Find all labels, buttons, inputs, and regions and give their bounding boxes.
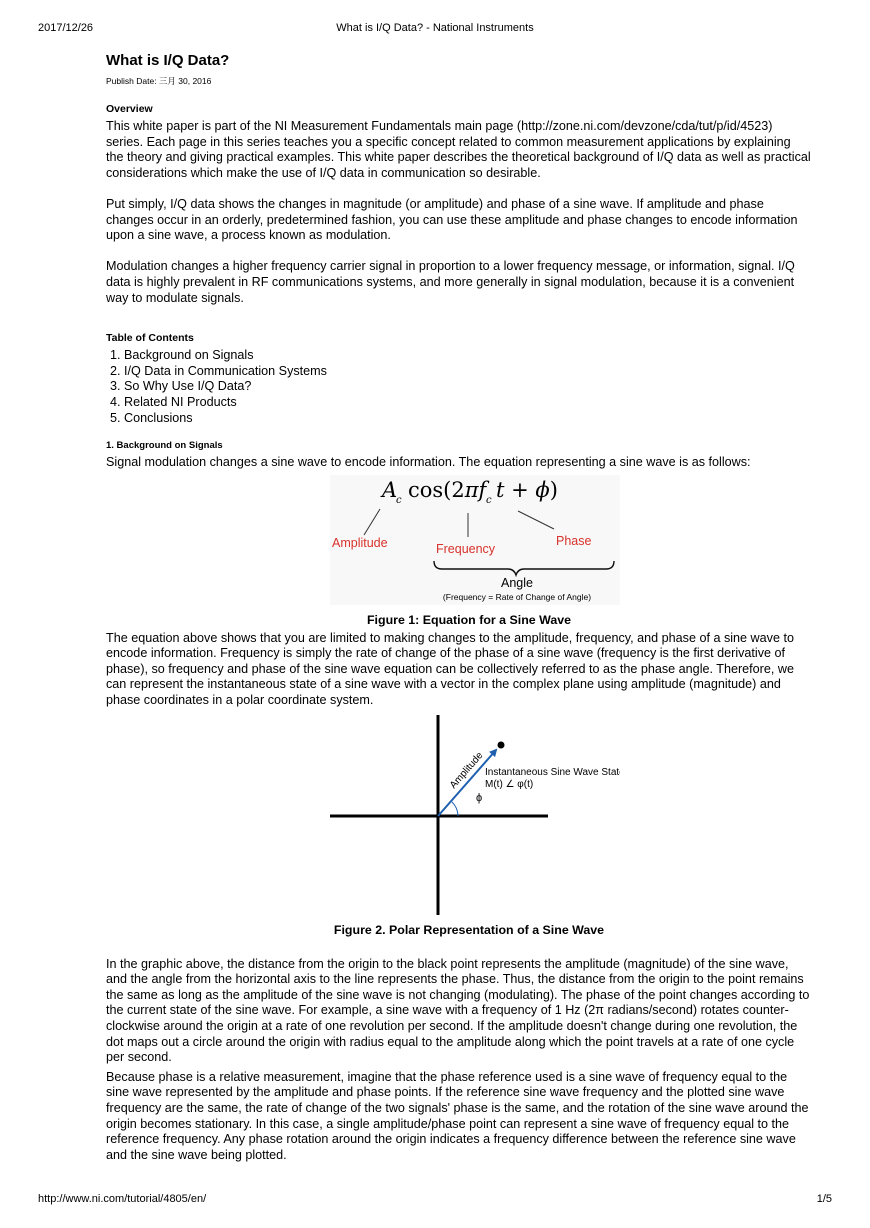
paragraph-4: [106, 631, 832, 709]
publish-date: Publish Date: 三月 30, 2016: [106, 76, 212, 86]
equation-amplitude-symbol: A: [382, 477, 398, 502]
text-line: considerations which make the use of I/Q data in communication so desirable.: [106, 165, 541, 180]
text-line: This white paper is part of the NI Measurement Fundamentals main page (http://zone.ni.com/devzone/cda/tut/p/id/4523): [106, 119, 773, 133]
text-line: series. Each page in this series teaches you a specific concept related to common measurement applications by explaining: [106, 134, 791, 149]
text-line: per second.: [106, 1050, 172, 1065]
text-line: reference frequency. Any phase rotation around the origin indicates a frequency difference between the reference sine wave: [106, 1132, 796, 1147]
toc-item-conclusions[interactable]: 5. Conclusions: [110, 410, 193, 425]
toc-heading: Table of Contents: [106, 332, 194, 345]
state-formula: M(t) ∠ φ(t): [485, 778, 534, 790]
text-line: clockwise around the origin at a rate of one revolution per second. If the amplitude doesn't change during one revolution, the: [106, 1019, 798, 1034]
overview-paragraph: [106, 119, 832, 181]
text-line: Because phase is a relative measurement, imagine that the phase reference used is a sine wave of frequency equal to the: [106, 1069, 788, 1084]
state-point: [498, 741, 505, 748]
text-line: data is highly prevalent in RF communications systems, and more generally in signal modulation, because it is a convenient: [106, 274, 795, 289]
print-date: 2017/12/26: [38, 22, 94, 34]
amplitude-vector-label: Amplitude: [447, 749, 486, 791]
text-line: and the sine wave being plotted.: [106, 1147, 287, 1162]
text-line: dot maps out a circle around the origin with radius equal to the amplitude along which the point travels at a rate of one cycle: [106, 1034, 795, 1049]
text-line: origin becomes stationary. In this case, a single amplitude/phase point can represent a sine wave of frequency equal to the: [106, 1116, 790, 1131]
phi-label: ϕ: [476, 791, 483, 804]
text-line: phase coordinates in a polar coordinate system.: [106, 693, 374, 708]
angle-brace: [434, 561, 614, 575]
equation-tail: t + ϕ): [496, 477, 558, 502]
state-label: Instantaneous Sine Wave State: [485, 766, 620, 778]
print-page-title: What is I/Q Data? - National Instruments: [336, 22, 534, 34]
text-line: The equation above shows that you are limited to making changes to the amplitude, frequency, and phase of a sine wave to: [106, 630, 794, 645]
text-line: the current state of the sine wave. For example, a sine wave with a frequency of 1 Hz (2π radians/second) rotates counter-: [106, 1003, 789, 1018]
paragraph-5: [106, 957, 832, 1066]
print-page-number: 1/5: [816, 1193, 832, 1205]
text-line: upon a sine wave, a process known as modulation.: [106, 228, 391, 243]
text-line: frequency are the same, the rate of change of the two signals' phase is the same, and the rotation of the sine wave around the: [106, 1101, 809, 1115]
frequency-label: Frequency: [436, 541, 496, 556]
section1-heading: 1. Background on Signals: [106, 440, 223, 452]
text-line: phase), so frequency and phase of the sine wave equation can be collectively referred to as the phase angle. Therefore, we: [106, 661, 794, 676]
overview-heading: Overview: [106, 103, 153, 115]
text-line: In the graphic above, the distance from the origin to the black point represents the amplitude (magnitude) of the sine wave,: [106, 956, 789, 971]
equation-body: cos(2πf: [408, 477, 487, 502]
amplitude-pointer: [364, 509, 380, 535]
equation-diagram: [330, 475, 620, 605]
figure-1-caption: Figure 1: Equation for a Sine Wave: [366, 612, 571, 627]
table-of-contents: [106, 348, 832, 426]
angle-label: Angle: [501, 575, 533, 590]
toc-item-iq-data[interactable]: 2. I/Q Data in Communication Systems: [110, 363, 327, 378]
page-title: What is I/Q Data?: [106, 52, 230, 69]
figure-2-caption: Figure 2. Polar Representation of a Sine Wave: [333, 922, 605, 937]
toc-item-why-iq[interactable]: 3. So Why Use I/Q Data?: [110, 379, 252, 394]
text-line: sine wave represented by the amplitude and phase points. If the reference sine wave frequency and the plotted sine wave: [106, 1085, 785, 1100]
text-line: the theory and giving practical examples. This white paper describes the theoretical background of I/Q data as well as practical: [106, 150, 811, 165]
text-line: and the angle from the horizontal axis to the line represents the phase. Thus, the distance from the origin to the point remains: [106, 972, 804, 987]
text-line: Modulation changes a higher frequency carrier signal in proportion to a lower frequency message, or information, signal. I/Q: [106, 259, 795, 274]
amplitude-label: Amplitude: [332, 535, 388, 550]
phase-arc: [452, 802, 458, 816]
print-url[interactable]: http://www.ni.com/tutorial/4805/en/: [38, 1193, 207, 1205]
figure-1-equation: [330, 475, 620, 605]
figure-2-polar: [330, 715, 620, 915]
article: [106, 50, 832, 1163]
paragraph-3: [106, 259, 832, 306]
text-line: Put simply, I/Q data shows the changes in magnitude (or amplitude) and phase of a sine wave. If amplitude and phase: [106, 196, 764, 211]
angle-note: (Frequency = Rate of Change of Angle): [442, 591, 592, 602]
text-line: way to modulate signals.: [106, 290, 244, 305]
text-line: the same as long as the amplitude of the sine wave is not changing (modulating). The phase of the point changes according to: [106, 987, 810, 1002]
toc-item-background[interactable]: 1. Background on Signals: [110, 348, 254, 363]
section1-intro: Signal modulation changes a sine wave to encode information. The equation representing a sine wave is as follows:: [106, 455, 751, 470]
phase-label: Phase: [556, 533, 592, 548]
text-line: encode information. Frequency is simply the rate of change of the phase of a sine wave (frequency is the first derivative of: [106, 646, 786, 661]
paragraph-6: [106, 1070, 832, 1164]
equation-subscript: c: [396, 494, 402, 506]
text-line: changes occur in an orderly, predetermined fashion, you can use these amplitude and phase changes to encode information: [106, 212, 798, 227]
text-line: can represent the instantaneous state of a sine wave with a vector in the complex plane using amplitude (magnitude) and: [106, 677, 781, 692]
equation-subscript: c: [486, 494, 492, 506]
phase-pointer: [518, 511, 554, 529]
polar-diagram: [330, 715, 620, 915]
paragraph-2: [106, 197, 832, 244]
toc-item-ni-products[interactable]: 4. Related NI Products: [110, 394, 237, 409]
